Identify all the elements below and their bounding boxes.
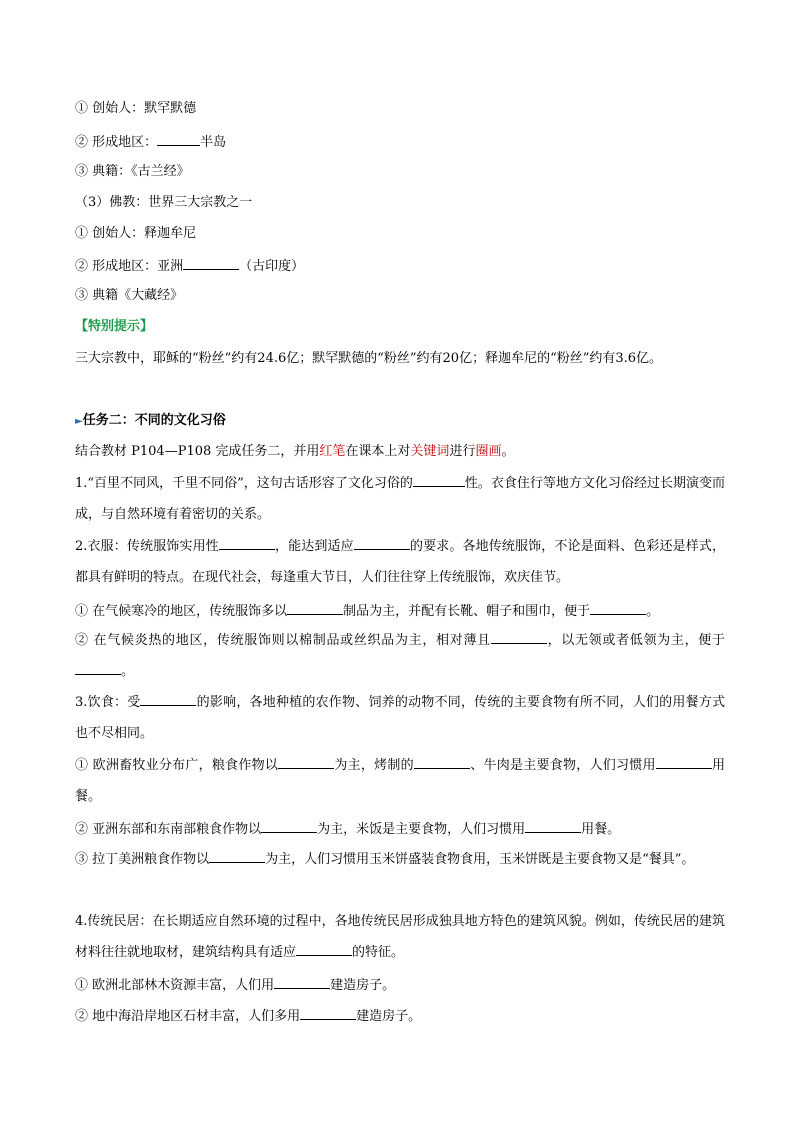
special-tip-body: 三大宗教中，耶稣的“粉丝”约有24.6亿；默罕默德的“粉丝”约有20亿；释迦牟尼的“粉丝”约有3.6亿。	[75, 351, 663, 366]
p3-item-text: 用餐。	[581, 822, 621, 837]
p3-text: 3.饮食：受	[75, 695, 141, 710]
highlight-keyword: 关键词	[410, 444, 450, 459]
clothing-item-hot	[75, 625, 725, 687]
p2-item-text: 制品为主，并配有长靴、帽子和围巾，便于	[343, 604, 591, 619]
answer-blank[interactable]	[525, 820, 581, 833]
answer-blank[interactable]	[75, 662, 121, 675]
answer-blank[interactable]	[278, 756, 334, 769]
p3-item-text: 为主，烤制的	[334, 758, 414, 773]
answer-blank[interactable]	[261, 820, 317, 833]
task2-title-text: 任务二：不同的文化习俗	[82, 413, 226, 428]
food-item-asia	[75, 820, 725, 838]
p2-text: ，能达到适应	[274, 539, 354, 554]
islam-region	[75, 133, 725, 151]
food-item-europe	[75, 750, 725, 812]
paragraph-3	[75, 687, 725, 749]
housing-item-mediterranean	[75, 1007, 725, 1025]
answer-blank[interactable]	[296, 943, 352, 956]
paragraph-4	[75, 906, 725, 968]
p3-item-text: ① 欧洲畜牧业分布广，粮食作物以	[75, 758, 279, 773]
p3-item-text: 为主，人们习惯用玉米饼盛装食物食用，玉米饼既是主要食物又是“餐具”。	[265, 852, 695, 867]
highlight-circle: 圈画	[475, 444, 502, 459]
islam-founder-text: ① 创始人：默罕默德	[75, 101, 197, 116]
paragraph-1	[75, 468, 725, 530]
special-tip-title-text: 【特别提示】	[75, 319, 154, 334]
p4-item-text: 建造房子。	[330, 978, 396, 993]
buddhism-region-suffix: （古印度）	[239, 259, 305, 274]
buddhism-founder-text: ① 创始人：释迦牟尼	[75, 226, 197, 241]
islam-founder	[75, 101, 725, 117]
answer-blank[interactable]	[590, 602, 646, 615]
p3-item-text: 、牛肉是主要食物，人们习惯用	[469, 758, 656, 773]
p4-text: 4.传统民居：在长期适应自然环境的过程中，各地传统民居形成独具地方特色的建筑风貌。例如，传统民居的建筑材料往往就地取材，建筑结构具有适应	[75, 914, 725, 960]
buddhism-region-label: ② 形成地区：亚洲	[75, 259, 184, 274]
p1-text: 性。衣食住行等地方文化习俗经过长期演变而成，与自然环境有着密切的关系。	[75, 476, 725, 522]
islam-region-label: ② 形成地区：	[75, 135, 158, 150]
buddhism-founder	[75, 226, 725, 242]
p3-item-text: 为主，米饭是主要食物，人们习惯用	[317, 822, 526, 837]
buddhism-heading-text: （3）佛教：世界三大宗教之一	[75, 195, 253, 210]
answer-blank[interactable]	[183, 257, 239, 270]
answer-blank[interactable]	[274, 976, 330, 989]
answer-blank[interactable]	[219, 537, 275, 550]
answer-blank[interactable]	[354, 537, 410, 550]
buddhism-scripture	[75, 288, 725, 304]
paragraph-2	[75, 531, 725, 593]
p2-item-text: ① 在气候寒冷的地区，传统服饰多以	[75, 604, 288, 619]
p1-text: 1.“百里不同风，千里不同俗”，这句古话形容了文化习俗的	[75, 476, 413, 491]
answer-blank[interactable]	[491, 631, 547, 644]
answer-blank[interactable]	[413, 474, 465, 487]
answer-blank[interactable]	[287, 602, 343, 615]
buddhism-scripture-text: ③ 典籍《大藏经》	[75, 288, 184, 303]
p4-item-text: ① 欧洲北部林木资源丰富，人们用	[75, 978, 275, 993]
p3-item-text: ② 亚洲东部和东南部粮食作物以	[75, 822, 262, 837]
islam-scripture-text: ③ 典籍：《古兰经》	[75, 164, 190, 179]
answer-blank[interactable]	[209, 850, 265, 863]
p2-text: 的要求。各地传统服饰，不论是面料、色彩还是样式，都具有鲜明的特点。在现代社会，每逢重大节日，人们往往穿上传统服饰，欢庆佳节。	[75, 539, 725, 585]
task2-intro	[75, 444, 725, 460]
p3-item-text: 用餐。	[75, 758, 725, 804]
task2-intro-part: 在课本上对	[345, 444, 411, 459]
task2-intro-part: 进行	[449, 444, 476, 459]
p4-item-text: ② 地中海沿岸地区石材丰富，人们多用	[75, 1009, 301, 1024]
answer-blank[interactable]	[140, 693, 196, 706]
highlight-red-pen: 红笔	[319, 444, 346, 459]
buddhism-heading	[75, 195, 725, 211]
p2-item-text: ，以无领或者低领为主，便于	[546, 633, 725, 648]
answer-blank[interactable]	[414, 756, 470, 769]
p2-item-text: 。	[646, 604, 660, 619]
p2-item-text: ② 在气候炎热的地区，传统服饰则以棉制品或丝织品为主，相对薄且	[75, 633, 491, 648]
p4-text: 的特征。	[352, 945, 405, 960]
islam-region-suffix: 半岛	[200, 135, 227, 150]
task2-intro-part: 结合教材 P104—P108 完成任务二，并用	[75, 444, 320, 459]
p3-item-text: ③ 拉丁美洲粮食作物以	[75, 852, 210, 867]
special-tip-text	[75, 343, 725, 374]
p2-text: 2.衣服：传统服饰实用性	[75, 539, 219, 554]
housing-item-north-europe	[75, 976, 725, 994]
answer-blank[interactable]	[656, 756, 712, 769]
p2-item-text: 。	[121, 664, 135, 679]
clothing-item-cold	[75, 602, 725, 620]
triangle-bullet-icon: ►	[75, 416, 83, 427]
buddhism-region	[75, 257, 725, 275]
task2-intro-part: 。	[501, 444, 515, 459]
special-tip-title	[75, 319, 725, 335]
p3-text: 的影响，各地种植的农作物、饲养的动物不同，传统的主要食物有所不同，人们的用餐方式也不尽相同。	[75, 695, 725, 741]
p4-item-text: 建造房子。	[356, 1009, 422, 1024]
answer-blank[interactable]	[157, 133, 200, 146]
food-item-latam	[75, 844, 725, 875]
task2-title	[75, 413, 725, 430]
answer-blank[interactable]	[300, 1007, 356, 1020]
islam-scripture	[75, 164, 725, 180]
